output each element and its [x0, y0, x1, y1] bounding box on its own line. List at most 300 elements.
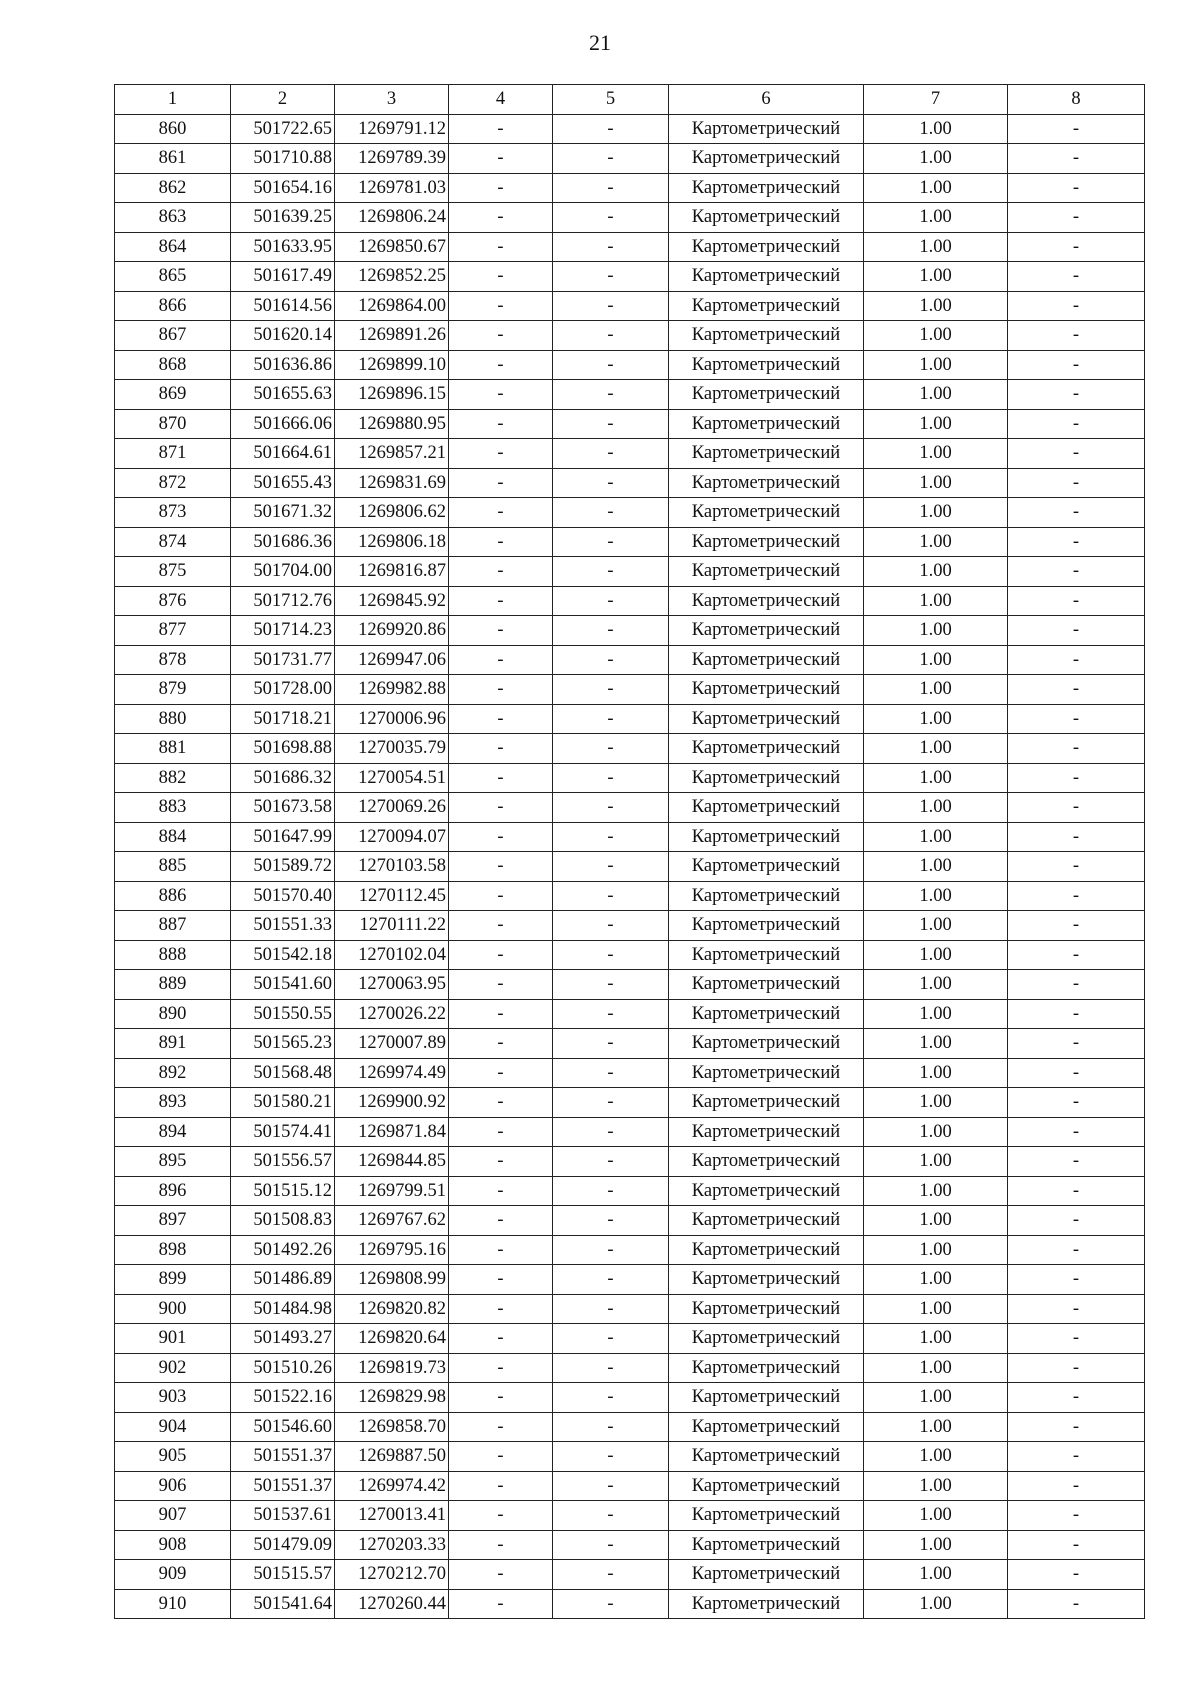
table-row — [115, 1235, 1145, 1265]
table-cell-col-3: 1270094.07 — [335, 822, 449, 852]
table-cell-col-4: - — [449, 203, 553, 233]
table-cell-col-8: - — [1008, 1353, 1145, 1383]
table-cell-col-8: - — [1008, 1206, 1145, 1236]
table-cell-col-7: 1.00 — [864, 852, 1008, 882]
table-cell-col-4: - — [449, 1294, 553, 1324]
table-cell-col-7: 1.00 — [864, 1029, 1008, 1059]
table-cell-col-7: 1.00 — [864, 144, 1008, 174]
table-cell-col-8: - — [1008, 763, 1145, 793]
table-cell-col-7: 1.00 — [864, 1471, 1008, 1501]
table-cell-col-1: 908 — [115, 1530, 231, 1560]
header-col-2: 2 — [231, 85, 335, 115]
table-cell-col-3: 1269820.82 — [335, 1294, 449, 1324]
table-cell-col-6: Картометрический — [669, 1029, 864, 1059]
table-cell-col-5: - — [553, 1353, 669, 1383]
table-cell-col-1: 862 — [115, 173, 231, 203]
table-row — [115, 1029, 1145, 1059]
table-cell-col-8: - — [1008, 970, 1145, 1000]
table-cell-col-5: - — [553, 144, 669, 174]
table-cell-col-2: 501565.23 — [231, 1029, 335, 1059]
table-cell-col-8: - — [1008, 498, 1145, 528]
table-cell-col-3: 1269864.00 — [335, 291, 449, 321]
table-cell-col-8: - — [1008, 173, 1145, 203]
coordinates-table — [114, 84, 1145, 1619]
table-row — [115, 1471, 1145, 1501]
table-cell-col-2: 501712.76 — [231, 586, 335, 616]
table-cell-col-8: - — [1008, 380, 1145, 410]
table-cell-col-8: - — [1008, 557, 1145, 587]
table-cell-col-6: Картометрический — [669, 822, 864, 852]
table-cell-col-5: - — [553, 763, 669, 793]
table-cell-col-5: - — [553, 940, 669, 970]
table-cell-col-6: Картометрический — [669, 1501, 864, 1531]
table-cell-col-8: - — [1008, 1088, 1145, 1118]
table-cell-col-3: 1269871.84 — [335, 1117, 449, 1147]
table-cell-col-8: - — [1008, 1412, 1145, 1442]
table-cell-col-3: 1269806.18 — [335, 527, 449, 557]
table-cell-col-8: - — [1008, 1442, 1145, 1472]
table-row — [115, 1589, 1145, 1619]
table-cell-col-4: - — [449, 557, 553, 587]
table-cell-col-1: 882 — [115, 763, 231, 793]
table-cell-col-8: - — [1008, 203, 1145, 233]
table-cell-col-1: 871 — [115, 439, 231, 469]
table-row — [115, 1324, 1145, 1354]
table-cell-col-5: - — [553, 822, 669, 852]
table-cell-col-5: - — [553, 114, 669, 144]
table-row — [115, 940, 1145, 970]
table-cell-col-7: 1.00 — [864, 1353, 1008, 1383]
table-cell-col-2: 501718.21 — [231, 704, 335, 734]
table-cell-col-2: 501493.27 — [231, 1324, 335, 1354]
table-cell-col-7: 1.00 — [864, 1412, 1008, 1442]
table-cell-col-8: - — [1008, 1501, 1145, 1531]
table-cell-col-6: Картометрический — [669, 527, 864, 557]
table-cell-col-2: 501508.83 — [231, 1206, 335, 1236]
table-cell-col-8: - — [1008, 881, 1145, 911]
table-cell-col-2: 501515.12 — [231, 1176, 335, 1206]
table-cell-col-8: - — [1008, 586, 1145, 616]
table-cell-col-6: Картометрический — [669, 1147, 864, 1177]
table-cell-col-1: 872 — [115, 468, 231, 498]
table-cell-col-5: - — [553, 1412, 669, 1442]
table-cell-col-6: Картометрический — [669, 291, 864, 321]
table-cell-col-2: 501698.88 — [231, 734, 335, 764]
table-row — [115, 1501, 1145, 1531]
table-cell-col-5: - — [553, 704, 669, 734]
table-cell-col-7: 1.00 — [864, 1294, 1008, 1324]
table-cell-col-1: 878 — [115, 645, 231, 675]
table-cell-col-1: 893 — [115, 1088, 231, 1118]
table-cell-col-4: - — [449, 321, 553, 351]
table-cell-col-8: - — [1008, 1383, 1145, 1413]
table-cell-col-7: 1.00 — [864, 468, 1008, 498]
table-cell-col-5: - — [553, 291, 669, 321]
table-cell-col-5: - — [553, 881, 669, 911]
table-cell-col-1: 903 — [115, 1383, 231, 1413]
table-cell-col-5: - — [553, 1471, 669, 1501]
table-row — [115, 1147, 1145, 1177]
table-cell-col-8: - — [1008, 793, 1145, 823]
table-cell-col-3: 1269795.16 — [335, 1235, 449, 1265]
table-cell-col-2: 501655.43 — [231, 468, 335, 498]
table-cell-col-6: Картометрический — [669, 439, 864, 469]
table-row — [115, 763, 1145, 793]
table-cell-col-6: Картометрический — [669, 1324, 864, 1354]
table-cell-col-3: 1269896.15 — [335, 380, 449, 410]
table-row — [115, 380, 1145, 410]
table-cell-col-2: 501551.37 — [231, 1471, 335, 1501]
table-row — [115, 291, 1145, 321]
table-cell-col-6: Картометрический — [669, 616, 864, 646]
table-cell-col-5: - — [553, 498, 669, 528]
table-cell-col-8: - — [1008, 262, 1145, 292]
table-cell-col-3: 1270103.58 — [335, 852, 449, 882]
table-row — [115, 439, 1145, 469]
table-cell-col-2: 501541.64 — [231, 1589, 335, 1619]
table-cell-col-7: 1.00 — [864, 1176, 1008, 1206]
table-cell-col-2: 501556.57 — [231, 1147, 335, 1177]
table-cell-col-2: 501686.36 — [231, 527, 335, 557]
table-cell-col-1: 864 — [115, 232, 231, 262]
table-cell-col-2: 501515.57 — [231, 1560, 335, 1590]
table-cell-col-7: 1.00 — [864, 704, 1008, 734]
table-cell-col-4: - — [449, 1471, 553, 1501]
table-cell-col-4: - — [449, 1265, 553, 1295]
table-cell-col-1: 880 — [115, 704, 231, 734]
table-cell-col-8: - — [1008, 1265, 1145, 1295]
table-cell-col-6: Картометрический — [669, 645, 864, 675]
table-cell-col-1: 877 — [115, 616, 231, 646]
table-cell-col-8: - — [1008, 1294, 1145, 1324]
table-cell-col-8: - — [1008, 1560, 1145, 1590]
table-cell-col-1: 889 — [115, 970, 231, 1000]
table-cell-col-5: - — [553, 1265, 669, 1295]
table-cell-col-4: - — [449, 1058, 553, 1088]
table-cell-col-2: 501484.98 — [231, 1294, 335, 1324]
table-cell-col-5: - — [553, 1058, 669, 1088]
table-cell-col-2: 501580.21 — [231, 1088, 335, 1118]
table-cell-col-5: - — [553, 1589, 669, 1619]
table-row — [115, 262, 1145, 292]
table-cell-col-4: - — [449, 468, 553, 498]
table-cell-col-1: 888 — [115, 940, 231, 970]
table-cell-col-3: 1269887.50 — [335, 1442, 449, 1472]
table-cell-col-4: - — [449, 911, 553, 941]
table-cell-col-1: 907 — [115, 1501, 231, 1531]
table-cell-col-8: - — [1008, 114, 1145, 144]
table-cell-col-3: 1270212.70 — [335, 1560, 449, 1590]
table-cell-col-3: 1270013.41 — [335, 1501, 449, 1531]
table-row — [115, 1353, 1145, 1383]
table-row — [115, 675, 1145, 705]
table-cell-col-6: Картометрический — [669, 557, 864, 587]
table-cell-col-7: 1.00 — [864, 911, 1008, 941]
table-cell-col-1: 876 — [115, 586, 231, 616]
table-cell-col-7: 1.00 — [864, 881, 1008, 911]
table-row — [115, 1176, 1145, 1206]
table-cell-col-8: - — [1008, 350, 1145, 380]
table-cell-col-2: 501537.61 — [231, 1501, 335, 1531]
table-cell-col-5: - — [553, 734, 669, 764]
table-row — [115, 1088, 1145, 1118]
table-cell-col-8: - — [1008, 1029, 1145, 1059]
table-cell-col-2: 501714.23 — [231, 616, 335, 646]
table-cell-col-7: 1.00 — [864, 350, 1008, 380]
table-row — [115, 881, 1145, 911]
table-cell-col-1: 898 — [115, 1235, 231, 1265]
table-cell-col-5: - — [553, 852, 669, 882]
table-cell-col-2: 501486.89 — [231, 1265, 335, 1295]
table-cell-col-3: 1270035.79 — [335, 734, 449, 764]
table-cell-col-7: 1.00 — [864, 1147, 1008, 1177]
table-cell-col-2: 501655.63 — [231, 380, 335, 410]
table-cell-col-5: - — [553, 262, 669, 292]
table-cell-col-8: - — [1008, 675, 1145, 705]
table-cell-col-7: 1.00 — [864, 439, 1008, 469]
table-row — [115, 498, 1145, 528]
table-cell-col-2: 501522.16 — [231, 1383, 335, 1413]
table-cell-col-7: 1.00 — [864, 409, 1008, 439]
table-cell-col-5: - — [553, 173, 669, 203]
table-cell-col-3: 1270054.51 — [335, 763, 449, 793]
table-cell-col-2: 501479.09 — [231, 1530, 335, 1560]
table-cell-col-5: - — [553, 1324, 669, 1354]
header-col-7: 7 — [864, 85, 1008, 115]
table-cell-col-8: - — [1008, 1530, 1145, 1560]
table-cell-col-5: - — [553, 1088, 669, 1118]
table-cell-col-1: 904 — [115, 1412, 231, 1442]
table-cell-col-2: 501666.06 — [231, 409, 335, 439]
table-cell-col-2: 501664.61 — [231, 439, 335, 469]
table-cell-col-7: 1.00 — [864, 498, 1008, 528]
table-cell-col-4: - — [449, 645, 553, 675]
table-cell-col-5: - — [553, 232, 669, 262]
table-cell-col-4: - — [449, 1147, 553, 1177]
table-cell-col-5: - — [553, 1147, 669, 1177]
table-cell-col-7: 1.00 — [864, 1530, 1008, 1560]
table-cell-col-7: 1.00 — [864, 1058, 1008, 1088]
table-cell-col-2: 501589.72 — [231, 852, 335, 882]
table-cell-col-1: 897 — [115, 1206, 231, 1236]
table-cell-col-6: Картометрический — [669, 1176, 864, 1206]
table-row — [115, 999, 1145, 1029]
table-cell-col-3: 1269808.99 — [335, 1265, 449, 1295]
table-row — [115, 1530, 1145, 1560]
table-row — [115, 321, 1145, 351]
table-cell-col-6: Картометрический — [669, 881, 864, 911]
table-cell-col-8: - — [1008, 999, 1145, 1029]
table-cell-col-2: 501574.41 — [231, 1117, 335, 1147]
table-cell-col-5: - — [553, 1294, 669, 1324]
table-cell-col-7: 1.00 — [864, 822, 1008, 852]
table-cell-col-6: Картометрический — [669, 1117, 864, 1147]
table-cell-col-3: 1269819.73 — [335, 1353, 449, 1383]
table-cell-col-4: - — [449, 763, 553, 793]
table-cell-col-6: Картометрический — [669, 1088, 864, 1118]
table-body — [115, 114, 1145, 1619]
table-row — [115, 557, 1145, 587]
table-cell-col-7: 1.00 — [864, 173, 1008, 203]
table-cell-col-4: - — [449, 1353, 553, 1383]
table-cell-col-3: 1269857.21 — [335, 439, 449, 469]
table-cell-col-6: Картометрический — [669, 1206, 864, 1236]
table-cell-col-3: 1269820.64 — [335, 1324, 449, 1354]
table-cell-col-7: 1.00 — [864, 262, 1008, 292]
table-cell-col-1: 884 — [115, 822, 231, 852]
table-cell-col-2: 501671.32 — [231, 498, 335, 528]
table-cell-col-5: - — [553, 380, 669, 410]
table-cell-col-1: 910 — [115, 1589, 231, 1619]
table-cell-col-2: 501550.55 — [231, 999, 335, 1029]
table-cell-col-3: 1269799.51 — [335, 1176, 449, 1206]
table-cell-col-1: 873 — [115, 498, 231, 528]
table-cell-col-4: - — [449, 704, 553, 734]
table-cell-col-4: - — [449, 793, 553, 823]
table-cell-col-6: Картометрический — [669, 1471, 864, 1501]
table-cell-col-4: - — [449, 1501, 553, 1531]
table-cell-col-3: 1270063.95 — [335, 970, 449, 1000]
table-cell-col-7: 1.00 — [864, 291, 1008, 321]
table-cell-col-1: 869 — [115, 380, 231, 410]
table-cell-col-4: - — [449, 675, 553, 705]
table-cell-col-7: 1.00 — [864, 1324, 1008, 1354]
table-cell-col-7: 1.00 — [864, 1265, 1008, 1295]
table-row — [115, 1058, 1145, 1088]
table-row — [115, 1206, 1145, 1236]
table-cell-col-8: - — [1008, 1471, 1145, 1501]
table-cell-col-7: 1.00 — [864, 203, 1008, 233]
table-cell-col-7: 1.00 — [864, 616, 1008, 646]
table-cell-col-8: - — [1008, 1324, 1145, 1354]
table-cell-col-4: - — [449, 616, 553, 646]
table-cell-col-3: 1269891.26 — [335, 321, 449, 351]
table-cell-col-4: - — [449, 380, 553, 410]
table-cell-col-5: - — [553, 1442, 669, 1472]
table-cell-col-3: 1269844.85 — [335, 1147, 449, 1177]
table-cell-col-5: - — [553, 1117, 669, 1147]
table-cell-col-2: 501710.88 — [231, 144, 335, 174]
table-cell-col-5: - — [553, 1560, 669, 1590]
table-cell-col-6: Картометрический — [669, 468, 864, 498]
table-cell-col-7: 1.00 — [864, 734, 1008, 764]
table-cell-col-3: 1269806.62 — [335, 498, 449, 528]
table-cell-col-3: 1269858.70 — [335, 1412, 449, 1442]
table-cell-col-2: 501551.33 — [231, 911, 335, 941]
table-cell-col-4: - — [449, 881, 553, 911]
table-cell-col-7: 1.00 — [864, 527, 1008, 557]
table-cell-col-6: Картометрический — [669, 586, 864, 616]
table-row — [115, 173, 1145, 203]
table-cell-col-6: Картометрический — [669, 1589, 864, 1619]
table-cell-col-8: - — [1008, 852, 1145, 882]
table-cell-col-3: 1269900.92 — [335, 1088, 449, 1118]
table-cell-col-1: 875 — [115, 557, 231, 587]
table-cell-col-5: - — [553, 1383, 669, 1413]
table-cell-col-2: 501570.40 — [231, 881, 335, 911]
table-cell-col-5: - — [553, 1501, 669, 1531]
table-cell-col-2: 501541.60 — [231, 970, 335, 1000]
table-cell-col-1: 881 — [115, 734, 231, 764]
table-cell-col-6: Картометрический — [669, 704, 864, 734]
table-cell-col-6: Картометрический — [669, 675, 864, 705]
table-cell-col-6: Картометрический — [669, 114, 864, 144]
table-cell-col-4: - — [449, 1088, 553, 1118]
table-cell-col-6: Картометрический — [669, 1442, 864, 1472]
table-cell-col-3: 1269947.06 — [335, 645, 449, 675]
table-cell-col-5: - — [553, 557, 669, 587]
table-cell-col-7: 1.00 — [864, 940, 1008, 970]
table-cell-col-3: 1269806.24 — [335, 203, 449, 233]
table-cell-col-8: - — [1008, 1235, 1145, 1265]
table-cell-col-8: - — [1008, 1117, 1145, 1147]
table-cell-col-2: 501731.77 — [231, 645, 335, 675]
table-row — [115, 527, 1145, 557]
table-cell-col-4: - — [449, 1235, 553, 1265]
table-cell-col-3: 1270006.96 — [335, 704, 449, 734]
table-cell-col-3: 1269852.25 — [335, 262, 449, 292]
header-col-6: 6 — [669, 85, 864, 115]
table-cell-col-1: 894 — [115, 1117, 231, 1147]
table-cell-col-8: - — [1008, 439, 1145, 469]
table-cell-col-2: 501617.49 — [231, 262, 335, 292]
table-cell-col-4: - — [449, 1530, 553, 1560]
table-row — [115, 911, 1145, 941]
table-cell-col-1: 874 — [115, 527, 231, 557]
table-cell-col-1: 861 — [115, 144, 231, 174]
table-cell-col-4: - — [449, 350, 553, 380]
table-cell-col-5: - — [553, 468, 669, 498]
table-cell-col-7: 1.00 — [864, 1117, 1008, 1147]
table-cell-col-7: 1.00 — [864, 586, 1008, 616]
table-cell-col-7: 1.00 — [864, 970, 1008, 1000]
table-cell-col-4: - — [449, 822, 553, 852]
table-row — [115, 1412, 1145, 1442]
table-cell-col-4: - — [449, 999, 553, 1029]
table-cell-col-8: - — [1008, 1058, 1145, 1088]
table-cell-col-5: - — [553, 439, 669, 469]
table-cell-col-5: - — [553, 321, 669, 351]
table-cell-col-3: 1270007.89 — [335, 1029, 449, 1059]
table-cell-col-4: - — [449, 586, 553, 616]
table-cell-col-8: - — [1008, 468, 1145, 498]
table-row — [115, 1265, 1145, 1295]
table-cell-col-3: 1269781.03 — [335, 173, 449, 203]
table-cell-col-6: Картометрический — [669, 940, 864, 970]
table-cell-col-7: 1.00 — [864, 1442, 1008, 1472]
table-cell-col-6: Картометрический — [669, 970, 864, 1000]
table-cell-col-8: - — [1008, 291, 1145, 321]
table-cell-col-8: - — [1008, 940, 1145, 970]
table-cell-col-3: 1269982.88 — [335, 675, 449, 705]
table-row — [115, 586, 1145, 616]
table-cell-col-2: 501568.48 — [231, 1058, 335, 1088]
table-cell-col-1: 890 — [115, 999, 231, 1029]
table-cell-col-3: 1269791.12 — [335, 114, 449, 144]
table-cell-col-2: 501654.16 — [231, 173, 335, 203]
table-cell-col-6: Картометрический — [669, 1294, 864, 1324]
table-cell-col-3: 1269974.49 — [335, 1058, 449, 1088]
table-cell-col-2: 501510.26 — [231, 1353, 335, 1383]
table-cell-col-3: 1269920.86 — [335, 616, 449, 646]
header-col-1: 1 — [115, 85, 231, 115]
table-row — [115, 793, 1145, 823]
table-cell-col-4: - — [449, 1324, 553, 1354]
table-row — [115, 616, 1145, 646]
table-cell-col-4: - — [449, 262, 553, 292]
table-cell-col-7: 1.00 — [864, 999, 1008, 1029]
table-cell-col-2: 501673.58 — [231, 793, 335, 823]
